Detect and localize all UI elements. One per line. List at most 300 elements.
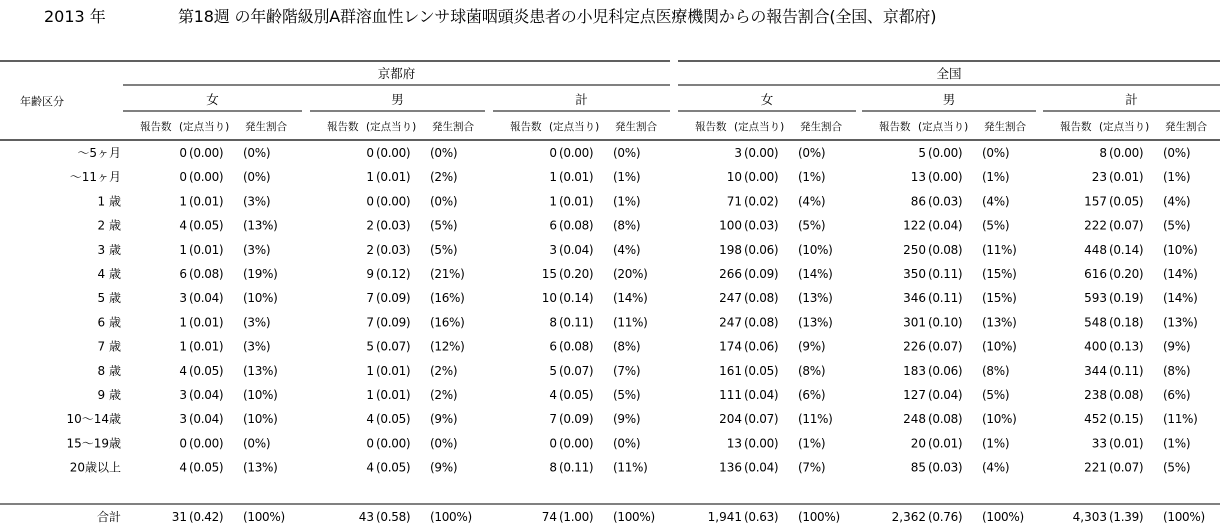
cell-count: 8 bbox=[549, 315, 557, 330]
sex-header: 男 bbox=[391, 92, 404, 107]
cell-per: (0.01) bbox=[189, 194, 224, 209]
cell-ratio: (11%) bbox=[1163, 412, 1198, 427]
cell-per: (0.76) bbox=[928, 510, 963, 524]
cell-count: 3 bbox=[179, 291, 187, 306]
cell-ratio: (4%) bbox=[982, 460, 1010, 475]
sub-header-ratio: 発生割合 bbox=[615, 121, 657, 133]
cell-per: (0.58) bbox=[376, 510, 411, 524]
cell-count: 344 bbox=[1084, 363, 1107, 378]
cell-count: 221 bbox=[1084, 460, 1107, 475]
cell-count: 0 bbox=[366, 194, 374, 209]
cell-per: (0.07) bbox=[559, 363, 594, 378]
cell-count: 3 bbox=[179, 388, 187, 402]
sex-header: 女 bbox=[760, 92, 774, 107]
cell-ratio: (13%) bbox=[798, 291, 833, 306]
cell-ratio: (3%) bbox=[243, 194, 271, 209]
cell-per: (0.08) bbox=[744, 315, 779, 330]
cell-ratio: (8%) bbox=[982, 363, 1010, 378]
cell-per: (0.00) bbox=[189, 146, 224, 160]
cell-count: 3 bbox=[179, 412, 187, 427]
cell-per: (0.05) bbox=[189, 363, 224, 378]
cell-per: (0.00) bbox=[744, 146, 779, 160]
cell-count: 4 bbox=[179, 363, 187, 378]
cell-count: 346 bbox=[903, 291, 926, 306]
cell-ratio: (0%) bbox=[613, 146, 641, 160]
cell-ratio: (8%) bbox=[798, 363, 826, 378]
cell-ratio: (0%) bbox=[1163, 146, 1191, 160]
cell-count: 74 bbox=[541, 510, 557, 524]
sub-header-ratio: 発生割合 bbox=[245, 121, 287, 133]
cell-count: 0 bbox=[179, 146, 187, 160]
cell-per: (0.04) bbox=[559, 242, 594, 257]
cell-count: 238 bbox=[1084, 388, 1107, 402]
cell-count: 10 bbox=[726, 170, 742, 185]
age-label: 9 歳 bbox=[97, 388, 121, 402]
age-label: 2 歳 bbox=[97, 218, 121, 233]
cell-ratio: (0%) bbox=[430, 194, 458, 209]
cell-per: (0.01) bbox=[189, 242, 224, 257]
cell-count: 0 bbox=[366, 436, 374, 451]
cell-count: 15 bbox=[541, 267, 557, 281]
cell-count: 250 bbox=[903, 242, 926, 257]
age-label: 4 歳 bbox=[97, 267, 121, 281]
cell-count: 136 bbox=[719, 460, 742, 475]
cell-per: (0.04) bbox=[189, 388, 224, 402]
cell-per: (0.04) bbox=[744, 460, 779, 475]
sub-header-count: 報告数 bbox=[879, 121, 911, 133]
sex-header: 男 bbox=[942, 92, 956, 107]
cell-per: (0.00) bbox=[744, 170, 779, 185]
cell-count: 5 bbox=[366, 339, 374, 354]
cell-count: 8 bbox=[1099, 146, 1107, 160]
cell-per: (0.13) bbox=[1109, 339, 1144, 354]
cell-ratio: (7%) bbox=[613, 363, 641, 378]
cell-per: (0.00) bbox=[376, 436, 411, 451]
cell-per: (0.03) bbox=[376, 242, 411, 257]
cell-ratio: (5%) bbox=[1163, 218, 1191, 233]
cell-ratio: (10%) bbox=[798, 242, 833, 257]
cell-ratio: (0%) bbox=[613, 436, 641, 451]
cell-per: (0.00) bbox=[559, 146, 594, 160]
cell-ratio: (11%) bbox=[613, 460, 648, 475]
cell-ratio: (13%) bbox=[243, 363, 278, 378]
cell-per: (0.00) bbox=[376, 194, 411, 209]
cell-count: 111 bbox=[719, 388, 742, 402]
cell-ratio: (14%) bbox=[1163, 267, 1198, 281]
sub-header-ratio: 発生割合 bbox=[1165, 121, 1207, 133]
cell-per: (0.08) bbox=[744, 291, 779, 306]
cell-count: 448 bbox=[1084, 242, 1107, 257]
cell-per: (0.08) bbox=[928, 242, 963, 257]
cell-ratio: (100%) bbox=[1163, 510, 1205, 524]
cell-per: (0.11) bbox=[928, 267, 963, 281]
cell-count: 20 bbox=[910, 436, 926, 451]
cell-per: (1.00) bbox=[559, 510, 594, 524]
cell-ratio: (15%) bbox=[982, 267, 1017, 281]
cell-ratio: (21%) bbox=[430, 267, 465, 281]
report-year: 2013 年 bbox=[44, 7, 106, 26]
cell-per: (0.04) bbox=[928, 388, 963, 402]
sub-header-ratio: 発生割合 bbox=[984, 121, 1026, 133]
cell-per: (0.00) bbox=[928, 146, 963, 160]
age-label: 7 歳 bbox=[97, 339, 121, 354]
cell-ratio: (5%) bbox=[982, 388, 1010, 402]
cell-per: (0.03) bbox=[928, 194, 963, 209]
cell-ratio: (0%) bbox=[243, 436, 271, 451]
cell-per: (0.04) bbox=[928, 218, 963, 233]
cell-per: (0.08) bbox=[559, 339, 594, 354]
cell-count: 616 bbox=[1084, 267, 1107, 281]
cell-per: (0.01) bbox=[189, 339, 224, 354]
cell-count: 13 bbox=[726, 436, 742, 451]
cell-per: (0.19) bbox=[1109, 291, 1144, 306]
cell-ratio: (3%) bbox=[243, 315, 271, 330]
cell-per: (0.09) bbox=[559, 412, 594, 427]
cell-ratio: (4%) bbox=[613, 242, 641, 257]
cell-count: 8 bbox=[549, 460, 557, 475]
cell-ratio: (100%) bbox=[613, 510, 655, 524]
cell-ratio: (4%) bbox=[1163, 194, 1191, 209]
cell-ratio: (9%) bbox=[798, 339, 826, 354]
cell-per: (0.10) bbox=[928, 315, 963, 330]
cell-count: 100 bbox=[719, 218, 742, 233]
cell-count: 1 bbox=[179, 339, 187, 354]
cell-count: 13 bbox=[910, 170, 926, 185]
cell-ratio: (16%) bbox=[430, 315, 465, 330]
cell-ratio: (5%) bbox=[1163, 460, 1191, 475]
cell-count: 350 bbox=[903, 267, 926, 281]
cell-per: (0.05) bbox=[376, 412, 411, 427]
cell-count: 452 bbox=[1084, 412, 1107, 427]
cell-ratio: (1%) bbox=[798, 170, 826, 185]
age-label: 1 歳 bbox=[97, 194, 121, 209]
age-label: ～5ヶ月 bbox=[77, 146, 121, 160]
cell-count: 7 bbox=[366, 315, 374, 330]
cell-count: 1 bbox=[366, 388, 374, 402]
cell-ratio: (5%) bbox=[798, 218, 826, 233]
cell-count: 7 bbox=[366, 291, 374, 306]
cell-count: 1 bbox=[549, 170, 557, 185]
cell-ratio: (9%) bbox=[613, 412, 641, 427]
cell-count: 86 bbox=[910, 194, 926, 209]
cell-count: 301 bbox=[903, 315, 926, 330]
cell-per: (0.06) bbox=[744, 242, 779, 257]
cell-ratio: (6%) bbox=[1163, 388, 1191, 402]
cell-ratio: (1%) bbox=[613, 170, 641, 185]
sub-header-per: (定点当り) bbox=[179, 121, 230, 133]
cell-per: (0.09) bbox=[376, 291, 411, 306]
cell-count: 183 bbox=[903, 363, 926, 378]
sub-header-count: 報告数 bbox=[510, 121, 542, 133]
age-label: 5 歳 bbox=[97, 291, 121, 306]
cell-per: (0.05) bbox=[1109, 194, 1144, 209]
age-header: 年齢区分 bbox=[20, 95, 64, 108]
cell-count: 0 bbox=[366, 146, 374, 160]
cell-per: (0.04) bbox=[189, 412, 224, 427]
cell-count: 122 bbox=[903, 218, 926, 233]
cell-count: 248 bbox=[903, 412, 926, 427]
cell-count: 6 bbox=[549, 218, 557, 233]
cell-ratio: (10%) bbox=[243, 412, 278, 427]
cell-ratio: (0%) bbox=[430, 436, 458, 451]
cell-count: 1 bbox=[179, 194, 187, 209]
cell-per: (0.06) bbox=[928, 363, 963, 378]
cell-per: (0.20) bbox=[559, 267, 594, 281]
cell-per: (0.07) bbox=[928, 339, 963, 354]
cell-ratio: (7%) bbox=[798, 460, 826, 475]
cell-ratio: (5%) bbox=[430, 242, 458, 257]
cell-ratio: (14%) bbox=[798, 267, 833, 281]
cell-ratio: (4%) bbox=[798, 194, 826, 209]
cell-per: (0.01) bbox=[559, 194, 594, 209]
cell-count: 161 bbox=[719, 363, 742, 378]
sub-header-count: 報告数 bbox=[327, 121, 359, 133]
cell-per: (0.00) bbox=[1109, 146, 1144, 160]
cell-count: 127 bbox=[903, 388, 926, 402]
cell-count: 226 bbox=[903, 339, 926, 354]
cell-count: 1 bbox=[179, 242, 187, 257]
cell-per: (0.11) bbox=[928, 291, 963, 306]
sub-header-count: 報告数 bbox=[1060, 121, 1092, 133]
cell-per: (0.08) bbox=[928, 412, 963, 427]
cell-per: (0.01) bbox=[376, 363, 411, 378]
cell-per: (0.01) bbox=[376, 170, 411, 185]
cell-ratio: (8%) bbox=[613, 218, 641, 233]
cell-ratio: (1%) bbox=[982, 436, 1010, 451]
cell-ratio: (11%) bbox=[613, 315, 648, 330]
cell-per: (0.03) bbox=[928, 460, 963, 475]
cell-per: (0.00) bbox=[376, 146, 411, 160]
cell-count: 1 bbox=[179, 315, 187, 330]
cell-count: 593 bbox=[1084, 291, 1107, 306]
cell-count: 157 bbox=[1084, 194, 1107, 209]
cell-ratio: (9%) bbox=[430, 460, 458, 475]
cell-ratio: (1%) bbox=[798, 436, 826, 451]
report-title: 第18週 の年齢階級別A群溶血性レンサ球菌咽頭炎患者の小児科定点医療機関からの報告割合(全国、京都府) bbox=[178, 7, 937, 26]
cell-count: 174 bbox=[719, 339, 742, 354]
sex-header: 計 bbox=[1125, 92, 1138, 107]
sub-header-per: (定点当り) bbox=[734, 121, 785, 133]
sub-header-per: (定点当り) bbox=[366, 121, 417, 133]
cell-count: 4,303 bbox=[1072, 510, 1107, 524]
cell-per: (0.63) bbox=[744, 510, 779, 524]
sub-header-ratio: 発生割合 bbox=[432, 121, 474, 133]
region-header: 京都府 bbox=[377, 66, 416, 81]
cell-ratio: (9%) bbox=[430, 412, 458, 427]
cell-ratio: (0%) bbox=[430, 146, 458, 160]
cell-ratio: (1%) bbox=[982, 170, 1010, 185]
cell-count: 400 bbox=[1084, 339, 1107, 354]
cell-per: (0.06) bbox=[744, 339, 779, 354]
cell-count: 1 bbox=[549, 194, 557, 209]
cell-per: (0.07) bbox=[1109, 218, 1144, 233]
cell-ratio: (0%) bbox=[243, 146, 271, 160]
cell-ratio: (8%) bbox=[613, 339, 641, 354]
cell-ratio: (3%) bbox=[243, 339, 271, 354]
cell-count: 222 bbox=[1084, 218, 1107, 233]
sub-header-count: 報告数 bbox=[140, 121, 172, 133]
cell-ratio: (10%) bbox=[243, 291, 278, 306]
cell-ratio: (12%) bbox=[430, 339, 465, 354]
cell-count: 4 bbox=[366, 460, 374, 475]
cell-per: (0.00) bbox=[189, 170, 224, 185]
cell-per: (0.05) bbox=[744, 363, 779, 378]
age-label: 10～14歳 bbox=[66, 412, 121, 427]
cell-per: (0.02) bbox=[744, 194, 779, 209]
cell-ratio: (5%) bbox=[430, 218, 458, 233]
cell-count: 10 bbox=[541, 291, 557, 306]
cell-per: (0.01) bbox=[928, 436, 963, 451]
cell-count: 4 bbox=[549, 388, 557, 402]
cell-per: (0.09) bbox=[376, 315, 411, 330]
cell-count: 0 bbox=[179, 170, 187, 185]
cell-ratio: (0%) bbox=[982, 146, 1010, 160]
age-label: 15～19歳 bbox=[66, 436, 121, 451]
cell-per: (0.05) bbox=[189, 460, 224, 475]
cell-per: (0.01) bbox=[1109, 436, 1144, 451]
cell-per: (0.20) bbox=[1109, 267, 1144, 281]
sub-header-per: (定点当り) bbox=[918, 121, 969, 133]
cell-count: 0 bbox=[549, 436, 557, 451]
cell-count: 5 bbox=[918, 146, 926, 160]
cell-per: (1.39) bbox=[1109, 510, 1144, 524]
cell-ratio: (10%) bbox=[1163, 242, 1198, 257]
cell-per: (0.11) bbox=[559, 460, 594, 475]
cell-count: 6 bbox=[179, 267, 187, 281]
cell-per: (0.09) bbox=[744, 267, 779, 281]
sex-header: 女 bbox=[206, 92, 219, 107]
cell-ratio: (0%) bbox=[243, 170, 271, 185]
cell-ratio: (3%) bbox=[243, 242, 271, 257]
cell-ratio: (13%) bbox=[1163, 315, 1198, 330]
cell-ratio: (1%) bbox=[1163, 436, 1191, 451]
cell-count: 247 bbox=[719, 291, 742, 306]
cell-per: (0.04) bbox=[744, 388, 779, 402]
cell-count: 6 bbox=[549, 339, 557, 354]
cell-ratio: (100%) bbox=[982, 510, 1024, 524]
cell-ratio: (8%) bbox=[1163, 363, 1191, 378]
cell-count: 204 bbox=[719, 412, 742, 427]
cell-count: 2 bbox=[366, 218, 374, 233]
cell-per: (0.18) bbox=[1109, 315, 1144, 330]
cell-ratio: (13%) bbox=[243, 460, 278, 475]
age-label: 20歳以上 bbox=[69, 460, 121, 475]
cell-count: 33 bbox=[1091, 436, 1107, 451]
cell-ratio: (0%) bbox=[798, 146, 826, 160]
cell-ratio: (9%) bbox=[1163, 339, 1191, 354]
age-label: 6 歳 bbox=[97, 315, 121, 330]
cell-count: 23 bbox=[1091, 170, 1107, 185]
cell-ratio: (14%) bbox=[1163, 291, 1198, 306]
cell-per: (0.00) bbox=[744, 436, 779, 451]
sex-header: 計 bbox=[575, 92, 588, 107]
cell-ratio: (10%) bbox=[243, 388, 278, 402]
cell-count: 7 bbox=[549, 412, 557, 427]
cell-per: (0.03) bbox=[744, 218, 779, 233]
total-label: 合計 bbox=[96, 510, 121, 524]
cell-count: 0 bbox=[549, 146, 557, 160]
region-header: 全国 bbox=[936, 66, 962, 81]
cell-count: 43 bbox=[358, 510, 374, 524]
cell-per: (0.03) bbox=[376, 218, 411, 233]
cell-per: (0.07) bbox=[744, 412, 779, 427]
cell-count: 1 bbox=[366, 170, 374, 185]
cell-per: (0.00) bbox=[928, 170, 963, 185]
cell-count: 85 bbox=[910, 460, 926, 475]
cell-per: (0.14) bbox=[1109, 242, 1144, 257]
cell-per: (0.00) bbox=[559, 436, 594, 451]
cell-per: (0.14) bbox=[559, 291, 594, 306]
cell-count: 4 bbox=[179, 218, 187, 233]
cell-count: 4 bbox=[179, 460, 187, 475]
cell-ratio: (13%) bbox=[982, 315, 1017, 330]
cell-per: (0.07) bbox=[1109, 460, 1144, 475]
cell-per: (0.05) bbox=[189, 218, 224, 233]
cell-count: 71 bbox=[726, 194, 742, 209]
cell-ratio: (11%) bbox=[982, 242, 1017, 257]
cell-count: 548 bbox=[1084, 315, 1107, 330]
cell-per: (0.01) bbox=[559, 170, 594, 185]
cell-per: (0.11) bbox=[559, 315, 594, 330]
cell-ratio: (20%) bbox=[613, 267, 648, 281]
cell-per: (0.08) bbox=[189, 267, 224, 281]
cell-per: (0.15) bbox=[1109, 412, 1144, 427]
cell-count: 9 bbox=[366, 267, 374, 281]
sub-header-ratio: 発生割合 bbox=[800, 121, 842, 133]
cell-ratio: (2%) bbox=[430, 170, 458, 185]
cell-count: 1,941 bbox=[707, 510, 742, 524]
cell-count: 266 bbox=[719, 267, 742, 281]
age-label: 8 歳 bbox=[97, 363, 121, 378]
cell-count: 2 bbox=[366, 242, 374, 257]
sub-header-count: 報告数 bbox=[695, 121, 727, 133]
cell-ratio: (13%) bbox=[798, 315, 833, 330]
sub-header-per: (定点当り) bbox=[549, 121, 600, 133]
cell-ratio: (19%) bbox=[243, 267, 278, 281]
cell-ratio: (4%) bbox=[982, 194, 1010, 209]
cell-ratio: (10%) bbox=[982, 339, 1017, 354]
cell-ratio: (13%) bbox=[243, 218, 278, 233]
cell-count: 1 bbox=[366, 363, 374, 378]
cell-ratio: (5%) bbox=[982, 218, 1010, 233]
cell-per: (0.00) bbox=[189, 436, 224, 451]
cell-ratio: (100%) bbox=[798, 510, 840, 524]
cell-per: (0.12) bbox=[376, 267, 411, 281]
cell-ratio: (100%) bbox=[243, 510, 285, 524]
cell-ratio: (16%) bbox=[430, 291, 465, 306]
cell-count: 31 bbox=[171, 510, 187, 524]
cell-count: 2,362 bbox=[891, 510, 926, 524]
cell-ratio: (10%) bbox=[982, 412, 1017, 427]
cell-count: 3 bbox=[549, 242, 557, 257]
cell-ratio: (1%) bbox=[613, 194, 641, 209]
cell-ratio: (2%) bbox=[430, 363, 458, 378]
cell-per: (0.01) bbox=[189, 315, 224, 330]
cell-ratio: (1%) bbox=[1163, 170, 1191, 185]
cell-per: (0.05) bbox=[559, 388, 594, 402]
cell-count: 3 bbox=[734, 146, 742, 160]
cell-count: 0 bbox=[179, 436, 187, 451]
cell-count: 247 bbox=[719, 315, 742, 330]
cell-per: (0.08) bbox=[1109, 388, 1144, 402]
cell-ratio: (2%) bbox=[430, 388, 458, 402]
cell-ratio: (100%) bbox=[430, 510, 472, 524]
cell-ratio: (15%) bbox=[982, 291, 1017, 306]
cell-per: (0.01) bbox=[376, 388, 411, 402]
cell-per: (0.42) bbox=[189, 510, 224, 524]
cell-per: (0.08) bbox=[559, 218, 594, 233]
cell-ratio: (14%) bbox=[613, 291, 648, 306]
